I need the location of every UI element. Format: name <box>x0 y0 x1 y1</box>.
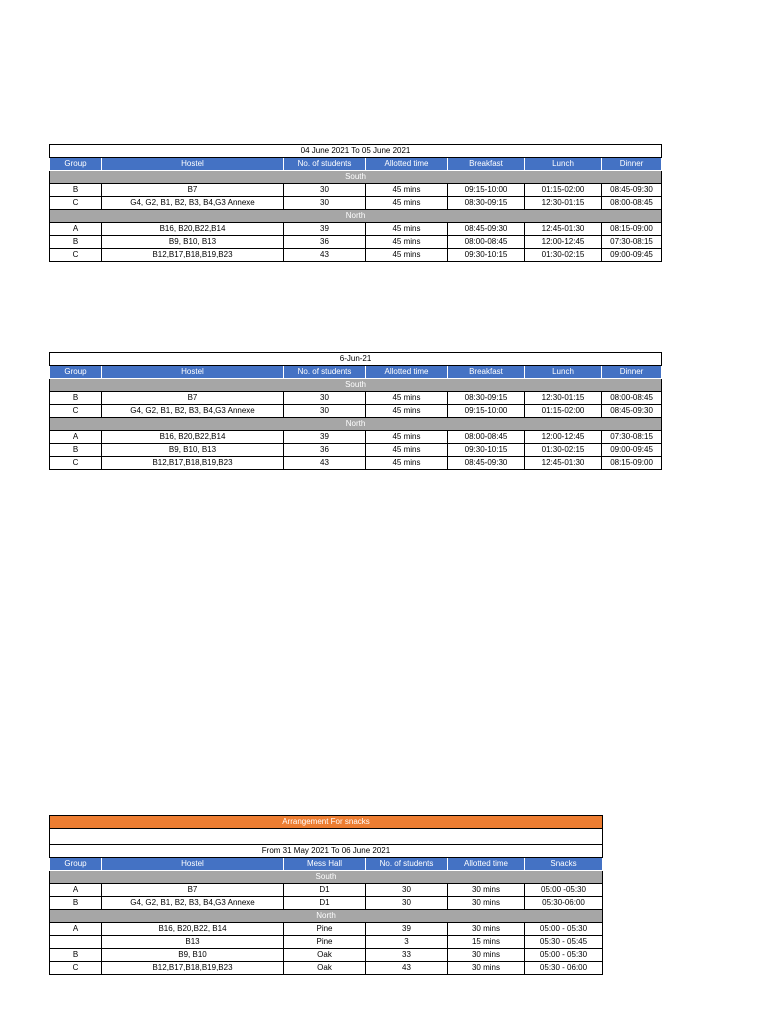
cell: 05:30 - 05:45 <box>525 936 603 949</box>
header-cell: Mess Hall <box>284 858 366 871</box>
cell: 30 mins <box>448 897 525 910</box>
cell: 08:15-09:00 <box>602 457 662 470</box>
cell: 07:30-08:15 <box>602 236 662 249</box>
cell: 30 mins <box>448 884 525 897</box>
table-row <box>50 962 603 975</box>
cell: 08:30-09:15 <box>448 392 525 405</box>
table-row <box>50 223 662 236</box>
table-title: 6-Jun-21 <box>50 353 662 366</box>
table-row <box>50 897 603 910</box>
cell: 36 <box>284 236 366 249</box>
cell: B16, B20,B22, B14 <box>102 923 284 936</box>
cell: 08:00-08:45 <box>602 197 662 210</box>
cell: C <box>50 405 102 418</box>
table-row <box>50 249 662 262</box>
cell: C <box>50 457 102 470</box>
header-cell: Allotted time <box>448 858 525 871</box>
cell: A <box>50 923 102 936</box>
cell: 30 <box>284 405 366 418</box>
table-row <box>50 444 662 457</box>
cell: 08:15-09:00 <box>602 223 662 236</box>
cell: 05:00 - 05:30 <box>525 949 603 962</box>
table-row <box>50 405 662 418</box>
table-row <box>50 197 662 210</box>
cell: 12:00-12:45 <box>525 431 602 444</box>
cell: 08:45-09:30 <box>448 457 525 470</box>
cell: 45 mins <box>366 444 448 457</box>
snacks-table <box>49 815 603 975</box>
cell: 36 <box>284 444 366 457</box>
cell: 15 mins <box>448 936 525 949</box>
table-row <box>50 457 662 470</box>
cell: D1 <box>284 884 366 897</box>
header-cell: Breakfast <box>448 158 525 171</box>
cell: C <box>50 197 102 210</box>
header-row <box>50 366 662 379</box>
cell: Oak <box>284 962 366 975</box>
cell: C <box>50 249 102 262</box>
header-cell: Breakfast <box>448 366 525 379</box>
cell: 33 <box>366 949 448 962</box>
header-cell: Lunch <box>525 158 602 171</box>
table-row <box>50 923 603 936</box>
table-row <box>50 949 603 962</box>
cell: B <box>50 184 102 197</box>
table-row <box>50 392 662 405</box>
cell: B13 <box>102 936 284 949</box>
cell: 09:00-09:45 <box>602 444 662 457</box>
cell: 09:30-10:15 <box>448 444 525 457</box>
header-row <box>50 158 662 171</box>
snacks-banner: Arrangement For snacks <box>50 816 603 829</box>
section-label-north: North <box>50 418 662 431</box>
header-row <box>50 858 603 871</box>
section-label-north: North <box>50 910 603 923</box>
cell: B <box>50 897 102 910</box>
table-row <box>50 184 662 197</box>
header-cell: Hostel <box>102 858 284 871</box>
cell: 45 mins <box>366 405 448 418</box>
cell: B12,B17,B18,B19,B23 <box>102 457 284 470</box>
cell: 08:00-08:45 <box>602 392 662 405</box>
header-cell: Dinner <box>602 158 662 171</box>
cell: 45 mins <box>366 197 448 210</box>
cell: B12,B17,B18,B19,B23 <box>102 962 284 975</box>
cell: 12:30-01:15 <box>525 392 602 405</box>
cell: B <box>50 392 102 405</box>
cell: 01:15-02:00 <box>525 405 602 418</box>
table-row <box>50 936 603 949</box>
header-cell: Hostel <box>102 158 284 171</box>
cell: 30 <box>284 392 366 405</box>
cell: 3 <box>366 936 448 949</box>
cell: B7 <box>102 184 284 197</box>
table-row <box>50 884 603 897</box>
cell: 08:45-09:30 <box>448 223 525 236</box>
section-label-south: South <box>50 379 662 392</box>
cell: 09:15-10:00 <box>448 184 525 197</box>
cell: 12:45-01:30 <box>525 223 602 236</box>
cell: 12:45-01:30 <box>525 457 602 470</box>
cell: 45 mins <box>366 249 448 262</box>
cell: 45 mins <box>366 184 448 197</box>
section-label-south: South <box>50 871 603 884</box>
cell: G4, G2, B1, B2, B3, B4,G3 Annexe <box>102 897 284 910</box>
cell: Pine <box>284 923 366 936</box>
cell: 39 <box>284 223 366 236</box>
cell: 12:00-12:45 <box>525 236 602 249</box>
cell: 01:15-02:00 <box>525 184 602 197</box>
table-row <box>50 431 662 444</box>
cell: 07:30-08:15 <box>602 431 662 444</box>
cell: G4, G2, B1, B2, B3, B4,G3 Annexe <box>102 405 284 418</box>
cell: Pine <box>284 936 366 949</box>
cell: 30 mins <box>448 949 525 962</box>
cell: 30 <box>366 884 448 897</box>
cell: B9, B10 <box>102 949 284 962</box>
cell: 30 <box>284 184 366 197</box>
header-cell: Allotted time <box>366 158 448 171</box>
header-cell: Group <box>50 158 102 171</box>
schedule-table-2 <box>49 352 662 470</box>
cell: 45 mins <box>366 392 448 405</box>
header-cell: No. of students <box>284 158 366 171</box>
cell: B <box>50 444 102 457</box>
cell: 05:30-06:00 <box>525 897 603 910</box>
cell: 30 <box>284 197 366 210</box>
cell: B16, B20,B22,B14 <box>102 223 284 236</box>
cell: 01:30-02:15 <box>525 249 602 262</box>
header-cell: Lunch <box>525 366 602 379</box>
cell: 12:30-01:15 <box>525 197 602 210</box>
cell: A <box>50 884 102 897</box>
cell: Oak <box>284 949 366 962</box>
schedule-table-1 <box>49 144 662 262</box>
cell: 30 <box>366 897 448 910</box>
table-title: From 31 May 2021 To 06 June 2021 <box>50 845 603 858</box>
cell: 30 mins <box>448 923 525 936</box>
cell: B <box>50 949 102 962</box>
cell: B16, B20,B22,B14 <box>102 431 284 444</box>
cell: 30 mins <box>448 962 525 975</box>
cell: D1 <box>284 897 366 910</box>
header-cell: Group <box>50 858 102 871</box>
cell: 09:00-09:45 <box>602 249 662 262</box>
cell: 08:45-09:30 <box>602 405 662 418</box>
header-cell: Allotted time <box>366 366 448 379</box>
cell: 09:15-10:00 <box>448 405 525 418</box>
header-cell: Snacks <box>525 858 603 871</box>
cell: 45 mins <box>366 236 448 249</box>
table-row <box>50 236 662 249</box>
cell: B7 <box>102 392 284 405</box>
cell: 39 <box>366 923 448 936</box>
cell: 08:00-08:45 <box>448 236 525 249</box>
cell: 39 <box>284 431 366 444</box>
cell: 45 mins <box>366 457 448 470</box>
header-cell: Dinner <box>602 366 662 379</box>
section-label-north: North <box>50 210 662 223</box>
cell: 43 <box>284 457 366 470</box>
cell: 45 mins <box>366 223 448 236</box>
cell: G4, G2, B1, B2, B3, B4,G3 Annexe <box>102 197 284 210</box>
header-cell: No. of students <box>284 366 366 379</box>
header-cell: Hostel <box>102 366 284 379</box>
section-label-south: South <box>50 171 662 184</box>
cell: B9, B10, B13 <box>102 444 284 457</box>
cell: B12,B17,B18,B19,B23 <box>102 249 284 262</box>
cell: 08:00-08:45 <box>448 431 525 444</box>
blank-row <box>50 829 603 845</box>
cell: 09:30-10:15 <box>448 249 525 262</box>
cell: A <box>50 223 102 236</box>
cell: 08:30-09:15 <box>448 197 525 210</box>
cell: 08:45-09:30 <box>602 184 662 197</box>
cell: 01:30-02:15 <box>525 444 602 457</box>
cell: C <box>50 962 102 975</box>
cell: 43 <box>284 249 366 262</box>
cell: 43 <box>366 962 448 975</box>
cell: B <box>50 236 102 249</box>
cell: 05:00 -05:30 <box>525 884 603 897</box>
header-cell: Group <box>50 366 102 379</box>
cell: 05:00 - 05:30 <box>525 923 603 936</box>
cell: B9, B10, B13 <box>102 236 284 249</box>
cell: 45 mins <box>366 431 448 444</box>
header-cell: No. of students <box>366 858 448 871</box>
cell: B7 <box>102 884 284 897</box>
cell <box>50 936 102 949</box>
cell: 05:30 - 06:00 <box>525 962 603 975</box>
cell: A <box>50 431 102 444</box>
table-title: 04 June 2021 To 05 June 2021 <box>50 145 662 158</box>
